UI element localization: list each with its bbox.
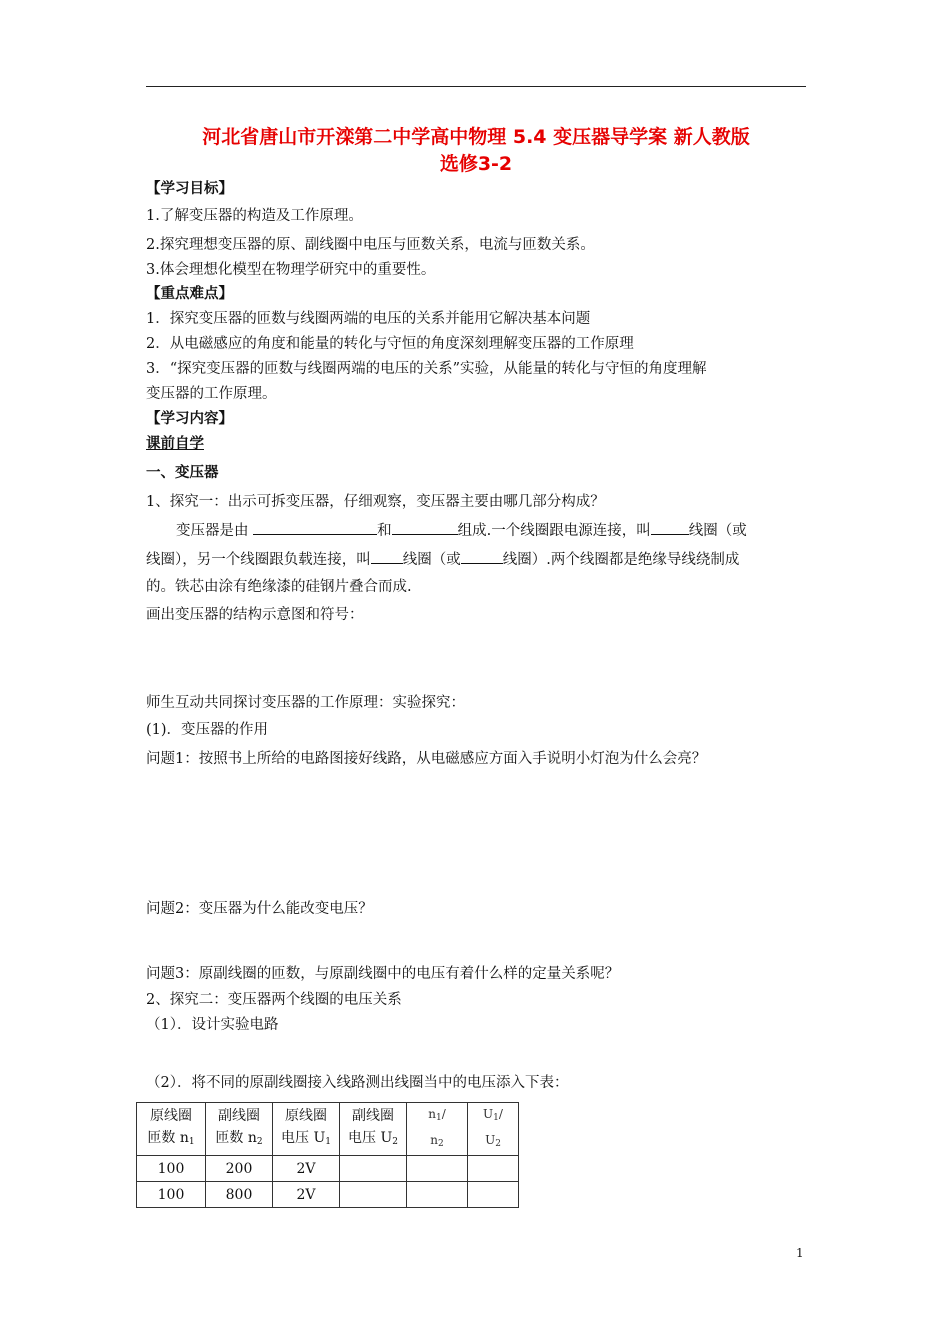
- table-cell[interactable]: [468, 1182, 519, 1208]
- table-cell[interactable]: [340, 1156, 407, 1182]
- header-cell: 原线圈 匝数 $n_1$: [137, 1103, 206, 1156]
- table-cell: 2V: [273, 1182, 340, 1208]
- self-study-heading: 课前自学: [146, 436, 204, 452]
- fill-paragraph-line1: 变压器是由 和 组成.一个线圈跟电源连接，叫 线圈（或: [176, 520, 747, 541]
- blank-field[interactable]: [651, 520, 689, 535]
- header-cell: $U_1/$ $U_2$: [468, 1103, 519, 1156]
- question-1: 问题1：按照书上所给的电路图接好线路，从电磁感应方面入手说明小灯泡为什么会亮？: [146, 751, 707, 767]
- header-cell: 原线圈 电压 $U_1$: [273, 1103, 340, 1156]
- voltage-table: [136, 1102, 519, 1208]
- key-item-1: 1．探究变压器的匝数与线圈两端的电压的关系并能用它解决基本问题: [146, 311, 591, 327]
- table-cell: 2V: [273, 1156, 340, 1182]
- header-cell: 副线圈 电压 $U_2$: [340, 1103, 407, 1156]
- blank-field[interactable]: [392, 520, 458, 535]
- blank-field[interactable]: [461, 549, 503, 564]
- blank-field[interactable]: [253, 520, 377, 535]
- content-heading: 【学习内容】: [146, 411, 233, 427]
- table-header-row: [137, 1103, 519, 1156]
- table-cell: 200: [206, 1156, 273, 1182]
- blank-field[interactable]: [371, 549, 403, 564]
- page-number: 1: [796, 1246, 804, 1260]
- goals-heading: 【学习目标】: [146, 181, 233, 197]
- fill-paragraph-line3: 的。铁芯由涂有绝缘漆的硅钢片叠合而成.: [146, 579, 412, 595]
- table-cell: 100: [137, 1156, 206, 1182]
- question-3: 问题3：原副线圈的匝数，与原副线圈中的电压有着什么样的定量关系呢？: [146, 966, 620, 982]
- doc-title-line1: 河北省唐山市开滦第二中学高中物理 5.4 变压器导学案 新人教版: [202, 126, 750, 148]
- fill-paragraph-line2: 线圈），另一个线圈跟负载连接，叫 线圈（或 线圈）.两个线圈都是绝缘导线绕制成: [146, 549, 739, 570]
- role-heading: (1)．变压器的作用: [146, 722, 269, 738]
- interact-text: 师生互动共同探讨变压器的工作原理：实验探究：: [146, 695, 465, 711]
- table-row: [137, 1182, 519, 1208]
- section-transformer: 一、变压器: [146, 465, 219, 481]
- table-cell: 100: [137, 1182, 206, 1208]
- step-two: （2）．将不同的原副线圈接入线路测出线圈当中的电压添入下表：: [146, 1075, 569, 1091]
- table-row: [137, 1156, 519, 1182]
- goal-item-2: 2.探究理想变压器的原、副线圈中电压与匝数关系，电流与匝数关系。: [146, 237, 595, 253]
- draw-prompt: 画出变压器的结构示意图和符号：: [146, 607, 364, 623]
- doc-title-line2: 选修3-2: [439, 153, 513, 175]
- key-item-3-cont: 变压器的工作原理。: [146, 386, 277, 402]
- question-2: 问题2：变压器为什么能改变电压？: [146, 901, 373, 917]
- table-cell[interactable]: [340, 1182, 407, 1208]
- explore-one: 1、探究一：出示可拆变压器，仔细观察，变压器主要由哪几部分构成？: [146, 494, 605, 510]
- table-cell[interactable]: [407, 1156, 468, 1182]
- key-item-3: 3．“探究变压器的匝数与线圈两端的电压的关系”实验，从能量的转化与守恒的角度理解: [146, 361, 707, 377]
- header-cell: 副线圈 匝数 $n_2$: [206, 1103, 273, 1156]
- goal-item-3: 3.体会理想化模型在物理学研究中的重要性。: [146, 262, 436, 278]
- explore-two: 2、探究二：变压器两个线圈的电压关系: [146, 992, 402, 1008]
- table-cell[interactable]: [468, 1156, 519, 1182]
- table-cell: 800: [206, 1182, 273, 1208]
- header-rule: [146, 86, 806, 87]
- goal-item-1: 1.了解变压器的构造及工作原理。: [146, 208, 363, 224]
- key-item-2: 2．从电磁感应的角度和能量的转化与守恒的角度深刻理解变压器的工作原理: [146, 336, 634, 352]
- key-heading: 【重点难点】: [146, 286, 233, 302]
- header-cell: $n_1/$ $n_2$: [407, 1103, 468, 1156]
- table-cell[interactable]: [407, 1182, 468, 1208]
- step-one: （1）．设计实验电路: [146, 1017, 279, 1033]
